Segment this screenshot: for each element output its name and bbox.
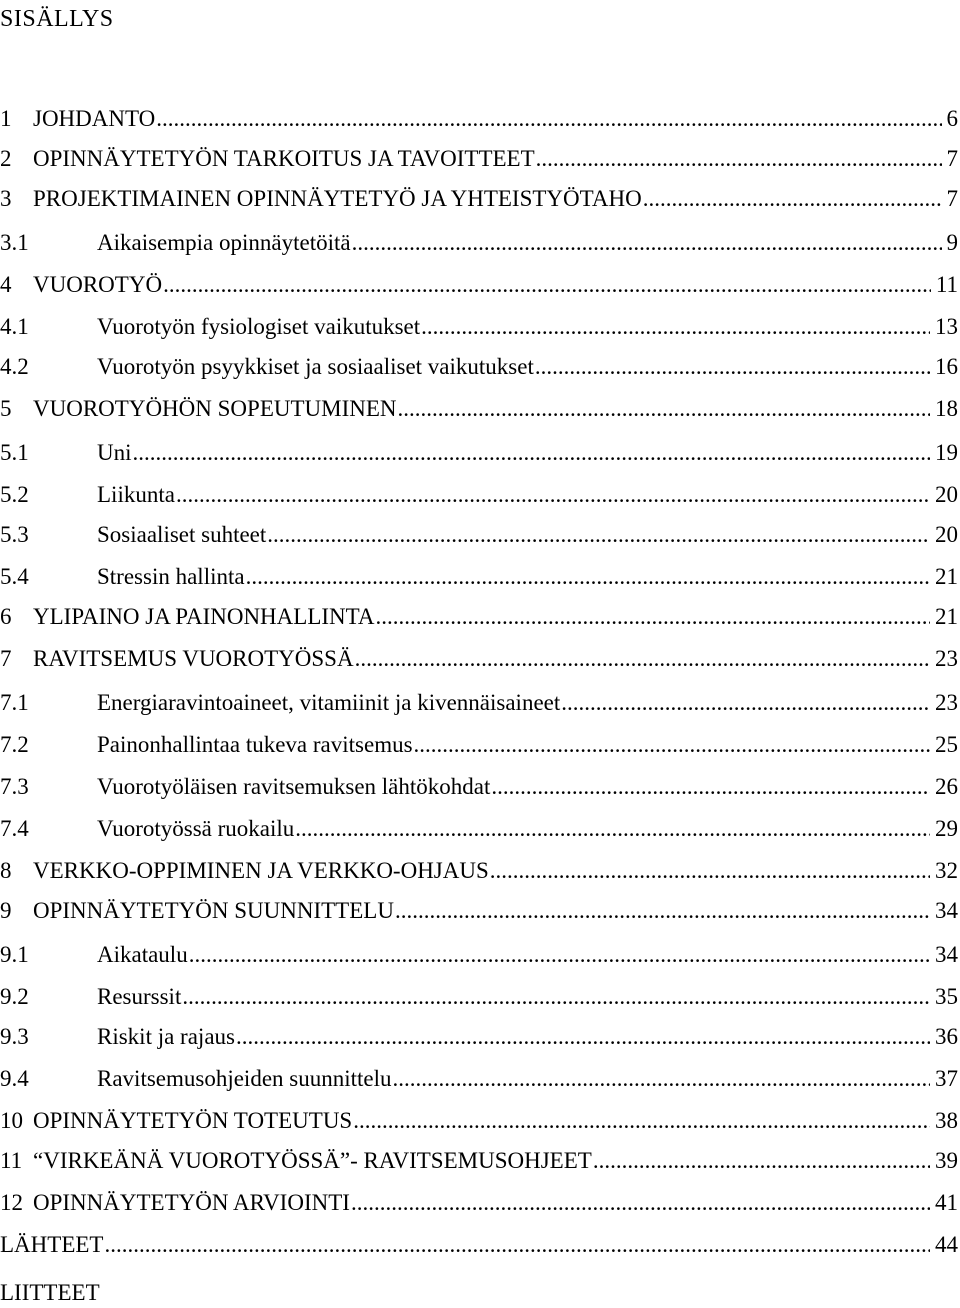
toc-entry-title: VUOROTYÖHÖN SOPEUTUMINEN: [33, 396, 397, 421]
toc-entry[interactable]: [0, 104, 958, 134]
toc-entry-title: OPINNÄYTETYÖN ARVIOINTI: [33, 1190, 350, 1215]
toc-entry-number: 3.1: [0, 230, 29, 255]
toc-entry-number: 9.4: [0, 1066, 29, 1091]
toc-entry[interactable]: [0, 520, 958, 550]
toc-entry[interactable]: [0, 144, 958, 174]
toc-dot-leader: [352, 228, 942, 258]
toc-dot-leader: [295, 814, 930, 844]
toc-entry-title: OPINNÄYTETYÖN TARKOITUS JA TAVOITTEET: [33, 146, 535, 171]
toc-entry-title: OPINNÄYTETYÖN SUUNNITTELU: [33, 898, 394, 923]
toc-dot-leader: [375, 602, 930, 632]
toc-entry-title: PROJEKTIMAINEN OPINNÄYTETYÖ JA YHTEISTYÖTAHO: [33, 186, 642, 211]
toc-entry-number: 7: [0, 646, 12, 671]
toc-entry-number: 4: [0, 272, 12, 297]
toc-dot-leader: [395, 896, 930, 926]
toc-entry[interactable]: [0, 1230, 958, 1260]
toc-dot-leader: [163, 270, 931, 300]
toc-page-number: 37: [935, 1066, 958, 1091]
toc-entry[interactable]: [0, 688, 958, 718]
toc-dot-leader: [176, 480, 930, 510]
toc-entry-title: Ravitsemusohjeiden suunnittelu: [97, 1066, 392, 1091]
toc-dot-leader: [393, 1064, 931, 1094]
toc-entry-title: Sosiaaliset suhteet: [97, 522, 267, 547]
toc-entry[interactable]: [0, 940, 958, 970]
toc-entry-title: Uni: [97, 440, 132, 465]
toc-entry-number: 3: [0, 186, 12, 211]
toc-page-number: 21: [935, 604, 958, 629]
toc-entry-number: 11: [0, 1148, 23, 1173]
toc-dot-leader: [104, 1230, 930, 1260]
toc-entry[interactable]: [0, 896, 958, 926]
toc-entry[interactable]: [0, 228, 958, 258]
toc-page-number: 26: [935, 774, 958, 799]
toc-dot-leader: [267, 520, 930, 550]
toc-page-number: 6: [946, 106, 958, 131]
toc-dot-leader: [351, 1188, 930, 1218]
toc-dot-leader: [535, 352, 930, 382]
toc-page-number: 18: [935, 396, 958, 421]
toc-entry[interactable]: [0, 184, 958, 214]
toc-entry-number: 6: [0, 604, 12, 629]
toc-entry-number: 9.2: [0, 984, 29, 1009]
toc-entry-number: 8: [0, 858, 12, 883]
toc-entry-number: 1: [0, 106, 12, 131]
toc-entry-number: 4.2: [0, 354, 29, 379]
toc-entry-number: 5.2: [0, 482, 29, 507]
toc-entry[interactable]: [0, 312, 958, 342]
toc-dot-leader: [536, 144, 942, 174]
toc-dot-leader: [182, 982, 930, 1012]
toc-page-number: 36: [935, 1024, 958, 1049]
toc-dot-leader: [421, 312, 930, 342]
page-title: SISÄLLYS: [0, 6, 114, 32]
toc-page-number: 7: [946, 186, 958, 211]
toc-entry-title: VERKKO-OPPIMINEN JA VERKKO-OHJAUS: [33, 858, 489, 883]
toc-entry-number: 9.1: [0, 942, 29, 967]
toc-dot-leader: [593, 1146, 930, 1176]
toc-entry-number: 2: [0, 146, 12, 171]
toc-dot-leader: [355, 644, 930, 674]
toc-entry[interactable]: [0, 352, 958, 382]
toc-page-number: 44: [935, 1232, 958, 1257]
toc-entry[interactable]: [0, 1146, 958, 1176]
toc-entry-number: 5.4: [0, 564, 29, 589]
toc-entry-title: YLIPAINO JA PAINONHALLINTA: [33, 604, 375, 629]
toc-page-number: 41: [935, 1190, 958, 1215]
toc-entry[interactable]: [0, 438, 958, 468]
toc-page-number: 29: [935, 816, 958, 841]
toc-page-number: 11: [935, 272, 958, 297]
toc-page-number: 20: [935, 482, 958, 507]
toc-entry-number: 9: [0, 898, 12, 923]
toc-dot-leader: [414, 730, 930, 760]
toc-dot-leader: [236, 1022, 930, 1052]
toc-entry[interactable]: [0, 1106, 958, 1136]
toc-entry-title: “VIRKEÄNÄ VUOROTYÖSSÄ”- RAVITSEMUSOHJEET: [33, 1148, 592, 1173]
toc-entry-title: Energiaravintoaineet, vitamiinit ja kivennäisaineet: [97, 690, 561, 715]
toc-page-number: 34: [935, 942, 958, 967]
toc-dot-leader: [246, 562, 930, 592]
toc-entry-title: LÄHTEET: [0, 1232, 104, 1257]
toc-entry[interactable]: [0, 730, 958, 760]
toc-entry-title: Resurssit: [97, 984, 182, 1009]
toc-entry[interactable]: [0, 480, 958, 510]
toc-page-number: 20: [935, 522, 958, 547]
toc-entry-number: 5.1: [0, 440, 29, 465]
toc-dot-leader: [490, 856, 930, 886]
toc-page-number: 21: [935, 564, 958, 589]
toc-entry-title: Vuorotyössä ruokailu: [97, 816, 295, 841]
toc-dot-leader: [643, 184, 942, 214]
toc-dot-leader: [189, 940, 930, 970]
toc-page-number: 7: [946, 146, 958, 171]
toc-entry-title: Liikunta: [97, 482, 175, 507]
toc-entry-number: 7.2: [0, 732, 29, 757]
toc-entry[interactable]: [0, 270, 958, 300]
toc-entry[interactable]: [0, 562, 958, 592]
toc-page-number: 19: [935, 440, 958, 465]
toc-entry-title: Vuorotyöläisen ravitsemuksen lähtökohdat: [97, 774, 491, 799]
toc-entry-title: Aikataulu: [97, 942, 188, 967]
toc-entry[interactable]: [0, 856, 958, 886]
toc-entry[interactable]: [0, 1064, 958, 1094]
toc-entry-number: 5: [0, 396, 12, 421]
toc-entry-title: JOHDANTO: [33, 106, 156, 131]
toc-entry[interactable]: [0, 772, 958, 802]
toc-entry-title: RAVITSEMUS VUOROTYÖSSÄ: [33, 646, 354, 671]
toc-entry[interactable]: [0, 1022, 958, 1052]
toc-page-number: 13: [935, 314, 958, 339]
toc-page-number: 23: [935, 690, 958, 715]
toc-entry-title: Stressin hallinta: [97, 564, 245, 589]
toc-page-number: 39: [935, 1148, 958, 1173]
toc-dot-leader: [156, 104, 941, 134]
toc-entry-title: Vuorotyön psyykkiset ja sosiaaliset vaikutukset: [97, 354, 534, 379]
toc-dot-leader: [353, 1106, 930, 1136]
toc-entry[interactable]: [0, 814, 958, 844]
toc-entry-number: 7.3: [0, 774, 29, 799]
toc-page-number: 9: [946, 230, 958, 255]
toc-entry-title: VUOROTYÖ: [33, 272, 163, 297]
toc-page-number: 32: [935, 858, 958, 883]
toc-entry-title: Riskit ja rajaus: [97, 1024, 235, 1049]
toc-page-number: 35: [935, 984, 958, 1009]
toc-entry-number: 4.1: [0, 314, 29, 339]
toc-page-number: 16: [935, 354, 958, 379]
toc-entry-number: 7.4: [0, 816, 29, 841]
toc-entry-number: 9.3: [0, 1024, 29, 1049]
toc-entry[interactable]: [0, 602, 958, 632]
toc-entry-number: 5.3: [0, 522, 29, 547]
toc-entry[interactable]: [0, 1188, 958, 1218]
toc-page-number: 34: [935, 898, 958, 923]
toc-dot-leader: [133, 438, 931, 468]
toc-entry[interactable]: [0, 982, 958, 1012]
toc-dot-leader: [561, 688, 930, 718]
toc-entry-number: 12: [0, 1190, 23, 1215]
toc-entry-title: Vuorotyön fysiologiset vaikutukset: [97, 314, 421, 339]
toc-entry[interactable]: [0, 394, 958, 424]
toc-dot-leader: [491, 772, 930, 802]
toc-dot-leader: [398, 394, 930, 424]
toc-page-number: 38: [935, 1108, 958, 1133]
toc-page-number: 25: [935, 732, 958, 757]
toc-entry-number: 10: [0, 1108, 23, 1133]
toc-entry-title: OPINNÄYTETYÖN TOTEUTUS: [33, 1108, 353, 1133]
toc-entry-title: Aikaisempia opinnäytetöitä: [97, 230, 351, 255]
toc-entry[interactable]: [0, 644, 958, 674]
toc-page-number: 23: [935, 646, 958, 671]
toc-entry-title: Painonhallintaa tukeva ravitsemus: [97, 732, 413, 757]
attachments-heading: LIITTEET: [0, 1280, 100, 1305]
toc-entry-number: 7.1: [0, 690, 29, 715]
